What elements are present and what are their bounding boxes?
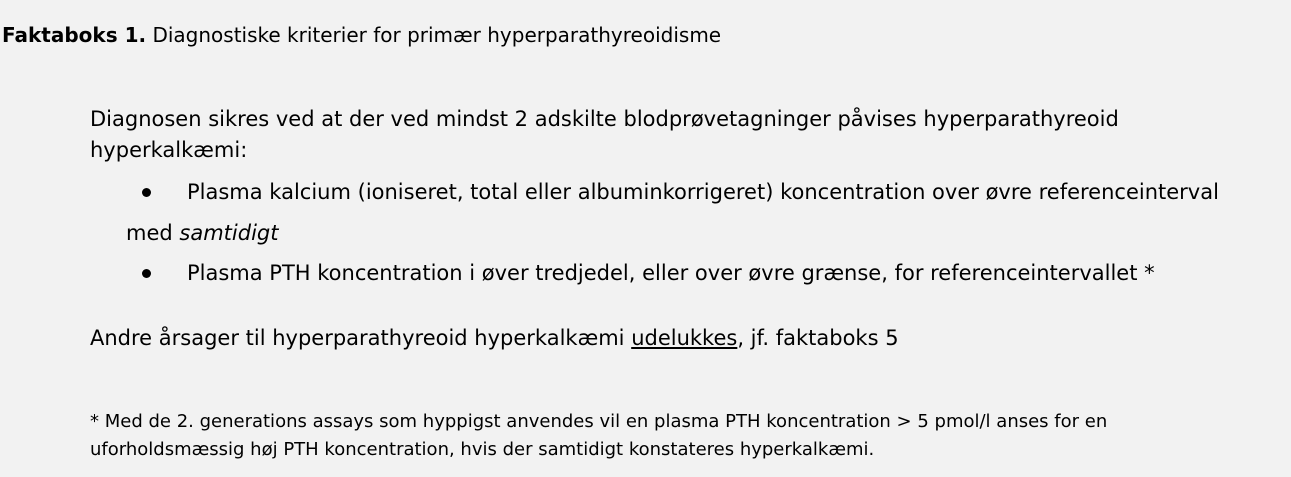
footnote: * Med de 2. generations assays som hyppigst anvendes vil en plasma PTH koncentration > 5 pmol/l anses for en uforholdsmæssig høj PTH koncentration, hvis der samtidigt konstateres hyperkalkæmi. (90, 411, 1108, 460)
fact-box-title-text: Diagnostiske kriterier for primær hyperparathyreoidisme (152, 23, 722, 47)
fact-box-title (2, 22, 721, 48)
exclusion-emphasis: udelukkes (631, 326, 738, 350)
criterion-text: Plasma PTH koncentration i øver tredjedel, eller over øvre grænse, for referenceintervallet * (187, 261, 1155, 285)
connector-text (126, 219, 278, 247)
exclusion-text: Andre årsager til hyperparathyreoid hyperkalkæmi (90, 326, 625, 350)
fact-box-label: Faktaboks 1. (2, 23, 147, 47)
criterion-text: Plasma kalcium (ioniseret, total eller albuminkorrigeret) koncentration over øvre referenceinterval (187, 180, 1219, 204)
bullet-icon (142, 188, 151, 197)
bullet-icon (142, 269, 151, 278)
exclusion-statement (90, 324, 899, 352)
diagnosis-intro: Diagnosen sikres ved at der ved mindst 2 adskilte blodprøvetagninger påvises hyperparathyreoid hyperkalkæmi: (90, 107, 1119, 162)
connector-emphasis: samtidigt (179, 221, 279, 245)
connector-prefix: med (126, 221, 173, 245)
exclusion-reference: , jf. faktaboks 5 (737, 326, 899, 350)
